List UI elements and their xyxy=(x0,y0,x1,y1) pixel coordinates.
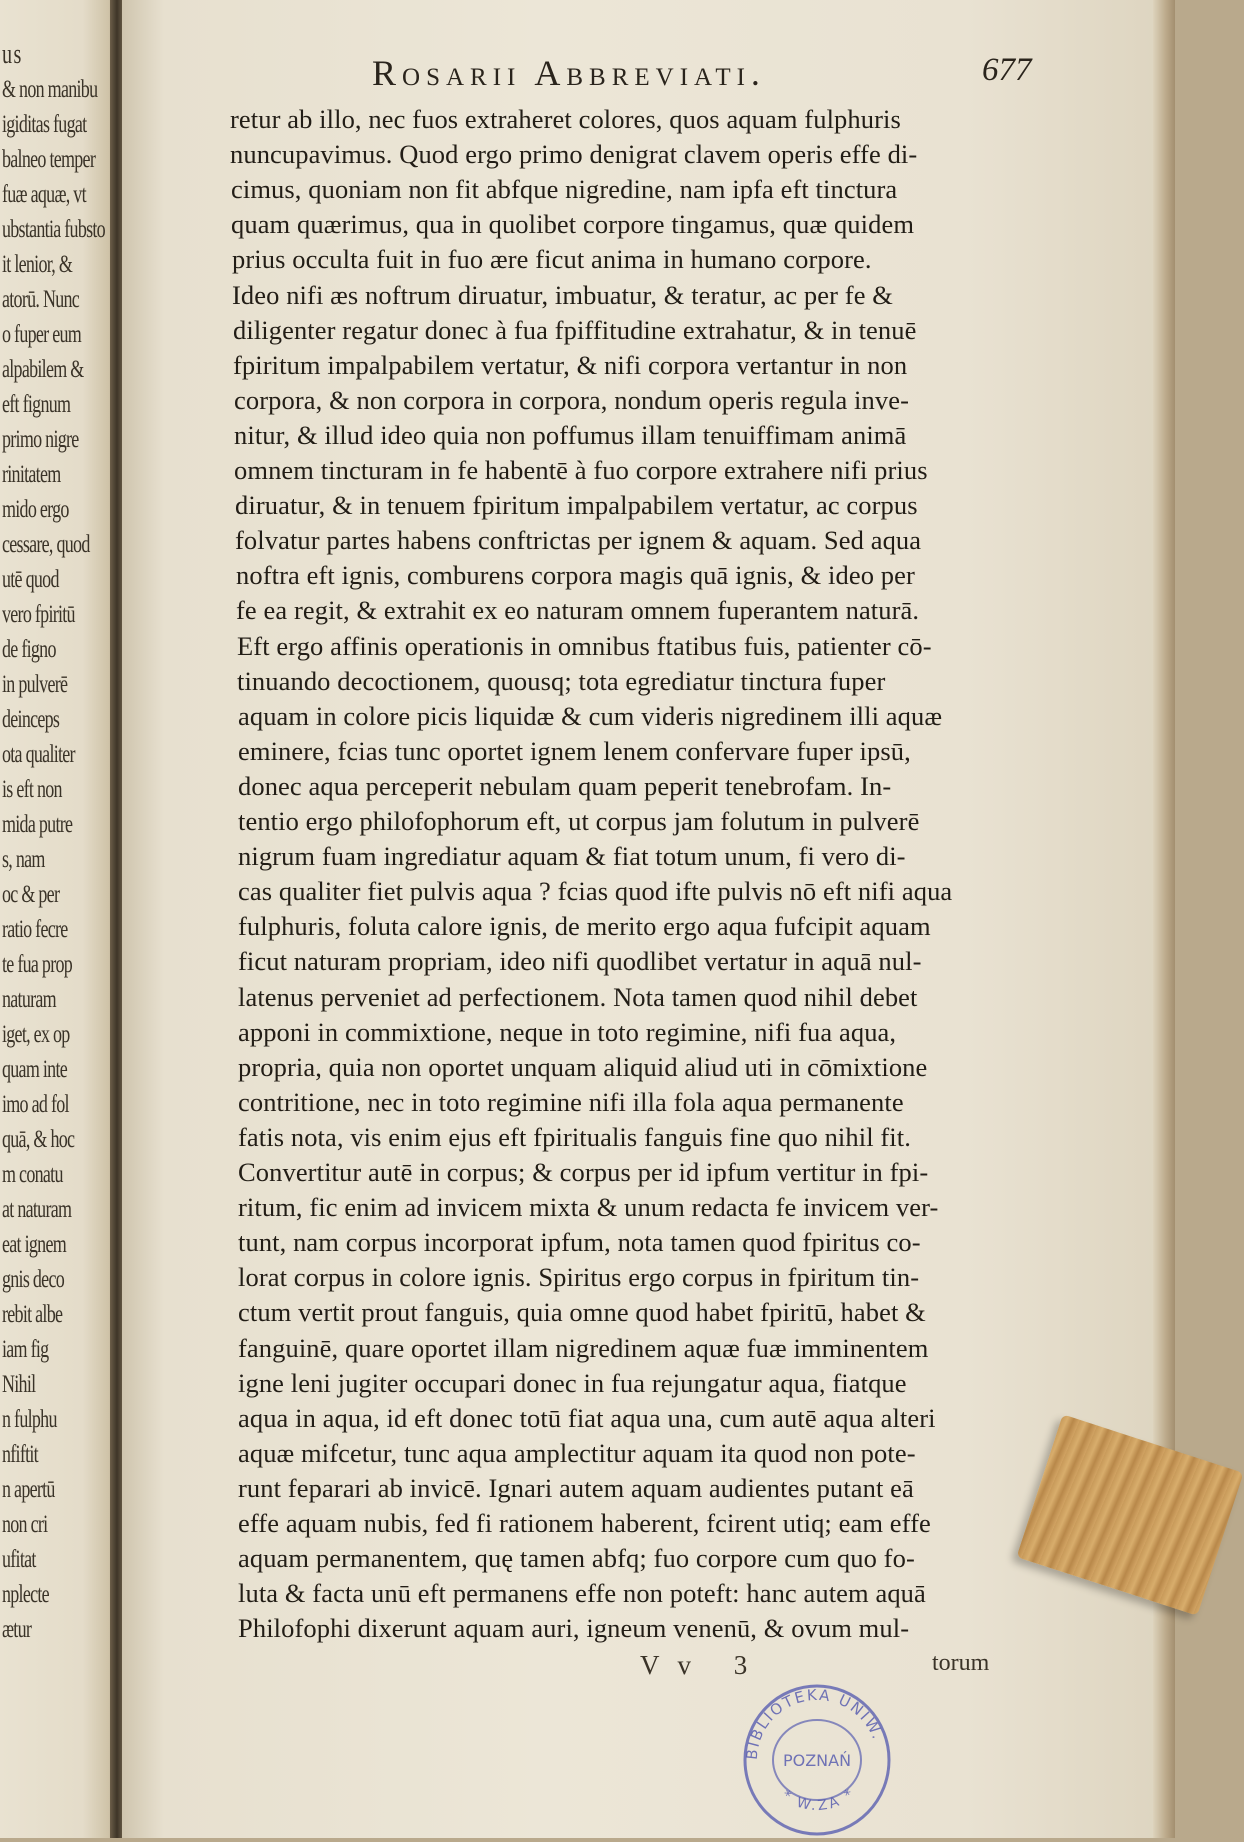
body-line: cas qualiter fiet pulvis aqua ? fcias quod ifte pulvis nō eft nifi aqua xyxy=(238,876,953,907)
left-page-line: eft fignum xyxy=(2,391,71,418)
body-line: cimus, quoniam non fit abfque nigredine, nam ipfa eft tinctura xyxy=(231,174,898,205)
body-line: aqua in aqua, id eft donec totū fiat aqua una, cum autē aqua alteri xyxy=(238,1402,936,1433)
left-page-line: mida putre xyxy=(2,811,73,838)
left-page-line: it lenior, & xyxy=(2,251,73,278)
left-page-line: n apertū xyxy=(2,1476,55,1503)
left-page-line: mido ergo xyxy=(2,496,69,523)
left-page-line: balneo temper xyxy=(2,146,96,173)
left-page-line: nfiftit xyxy=(2,1441,38,1468)
body-line: ritum, fic enim ad invicem mixta & unum redacta fe invicem ver- xyxy=(238,1192,939,1223)
body-line: diligenter regatur donec à fua fpiffitudine extrahatur, & in tenuē xyxy=(233,314,917,345)
main-page xyxy=(122,0,1175,1838)
body-line: igne leni jugiter occupari donec in fua rejungatur aqua, fiatque xyxy=(238,1367,907,1398)
left-page-line: ubstantia fubsto xyxy=(2,216,105,243)
body-line: tentio ergo philofophorum eft, ut corpus jam folutum in pulverē xyxy=(238,806,920,836)
left-page-line: & non manibu xyxy=(2,76,98,103)
left-page-line: ætur xyxy=(2,1616,32,1643)
body-line: noftra eft ignis, comburens corpora magis quā ignis, & ideo per xyxy=(236,560,915,591)
left-page-line: imo ad fol xyxy=(2,1091,69,1118)
left-page-line: s, nam xyxy=(2,846,45,873)
body-line: diruatur, & in tenuem fpiritum impalpabilem vertatur, ac corpus xyxy=(235,490,918,521)
left-page-line: us xyxy=(2,39,23,70)
svg-text:BIBLIOTEKA UNIW. xyxy=(743,1686,887,1761)
body-line: fe ea regit, & extrahit ex eo naturam omnem fuperantem naturā. xyxy=(236,595,920,626)
body-line: aquam in colore picis liquidæ & cum videris nigredinem illi aquæ xyxy=(238,700,943,731)
body-line: quam quærimus, qua in quolibet corpore tingamus, quæ quidem xyxy=(231,209,915,240)
left-page-line: vero fpiritū xyxy=(2,601,75,628)
left-facing-page xyxy=(0,0,118,1838)
body-line: Convertitur autē in corpus; & corpus per id ipfum vertitur in fpi- xyxy=(238,1157,929,1187)
left-page-line: quā, & hoc xyxy=(2,1126,75,1153)
body-line: prius occulta fuit in fuo ære ficut anima in humano corpore. xyxy=(232,244,872,275)
left-page-line: deinceps xyxy=(2,706,60,733)
body-line: apponi in commixtione, neque in toto regimine, nifi fua aqua, xyxy=(238,1016,897,1047)
body-line: tunt, nam corpus incorporat ipfum, nota tamen quod fpiritus co- xyxy=(238,1227,921,1258)
body-line: propria, quia non oportet unquam aliquid aliud uti in cōmixtione xyxy=(238,1051,928,1082)
catchword: torum xyxy=(932,1650,990,1676)
body-line: eminere, fcias tunc oportet ignem lenem confervare fuper ipsū, xyxy=(238,735,911,766)
running-title: Rosarii Abbreviati. xyxy=(372,53,766,93)
body-line: folvatur partes habens conftrictas per ignem & aquam. Sed aqua xyxy=(235,525,922,556)
left-page-line: alpabilem & xyxy=(2,356,84,383)
left-page-line: iget, ex op xyxy=(2,1021,70,1048)
body-line: fanguinē, quare oportet illam nigredinem aquæ fuæ imminentem xyxy=(238,1332,929,1363)
left-page-line: oc & per xyxy=(2,881,60,908)
body-line: nuncupavimus. Quod ergo primo denigrat clavem operis effe di- xyxy=(230,139,918,170)
body-line: effe aquam nubis, fed fi rationem haberent, fcirent utiq; eam effe xyxy=(238,1508,931,1538)
body-line: corpora, & non corpora in corpora, nondum operis regula inve- xyxy=(234,384,910,415)
body-line: latenus perveniet ad perfectionem. Nota tamen quod nihil debet xyxy=(238,981,918,1012)
left-page-line: te fua prop xyxy=(2,951,73,978)
library-stamp xyxy=(732,1672,902,1842)
left-page-line: naturam xyxy=(2,986,56,1013)
body-line: donec aqua perceperit nebulam quam peperit tenebrofam. In- xyxy=(238,770,892,801)
left-page-line: rinitatem xyxy=(2,461,61,488)
body-line: tinuando decoctionem, quousq; tota egrediatur tinctura fuper xyxy=(237,665,886,696)
left-page-line: primo nigre xyxy=(2,426,79,453)
body-line: ctum vertit prout fanguis, quia omne quod habet fpiritū, habet & xyxy=(238,1297,926,1328)
left-page-line: n fulphu xyxy=(2,1406,57,1433)
running-header xyxy=(372,52,1132,102)
left-page-line: utē quod xyxy=(2,566,59,593)
left-page-line: m conatu xyxy=(2,1161,63,1188)
left-page-line: ufitat xyxy=(2,1546,36,1573)
body-line: fpiritum impalpabilem vertatur, & nifi corpora vertantur in non xyxy=(233,349,908,380)
left-page-line: de figno xyxy=(2,636,56,663)
body-line: nigrum fuam ingrediatur aquam & fiat totum unum, fi vero di- xyxy=(238,841,906,872)
left-page-line: iam fig xyxy=(2,1336,49,1363)
left-page-line: ratio fecre xyxy=(2,916,68,943)
body-line: luta & facta unū eft permanens effe non poteft: hanc autem aquā xyxy=(238,1578,926,1609)
left-page-line: Nihil xyxy=(2,1371,36,1398)
left-page-line: eat ignem xyxy=(2,1231,67,1258)
body-line: Ideo nifi æs noftrum diruatur, imbuatur, & teratur, ac per fe & xyxy=(232,279,893,310)
left-page-line: is eft non xyxy=(2,776,62,803)
left-page-line: quam inte xyxy=(2,1056,68,1083)
signature-mark: Vv 3 xyxy=(640,1650,766,1680)
body-line: runt feparari ab invicē. Ignari autem aquam audientes putant eā xyxy=(238,1472,914,1503)
body-line: Eft ergo affinis operationis in omnibus ftatibus fuis, patienter cō- xyxy=(237,630,932,661)
body-line: nitur, & illud ideo quia non poffumus illam tenuiffimam animā xyxy=(234,419,907,450)
left-page-line: cessare, quod xyxy=(2,531,90,558)
left-page-line: igiditas fugat xyxy=(2,111,87,138)
left-page-line: at naturam xyxy=(2,1196,72,1223)
left-page-line: ota qualiter xyxy=(2,741,75,768)
body-line: contritione, nec in toto regimine nifi illa fola aqua permanente xyxy=(238,1086,904,1117)
body-line: fulphuris, foluta calore ignis, de merito ergo aqua fufcipit aquam xyxy=(238,911,931,942)
body-line: lorat corpus in colore ignis. Spiritus ergo corpus in fpiritum tin- xyxy=(238,1262,920,1293)
body-line: aquam permanentem, quę tamen abfq; fuo corpore cum quo fo- xyxy=(238,1543,915,1574)
body-line: retur ab illo, nec fuos extraheret colores, quos aquam fulphuris xyxy=(230,104,901,134)
body-line: Philofophi dixerunt aquam auri, igneum venenū, & ovum mul- xyxy=(238,1613,910,1644)
stamp-top-text: BIBLIOTEKA UNIW. xyxy=(742,1685,888,1761)
body-line: fatis nota, vis enim ejus eft fpiritualis fanguis fine quo nihil fit. xyxy=(238,1121,911,1152)
left-page-line: in pulverē xyxy=(2,671,68,698)
left-page-line: o fuper eum xyxy=(2,321,82,348)
stamp-city-text: POZNAŃ xyxy=(782,1751,852,1770)
left-page-line: rebit albe xyxy=(2,1301,63,1328)
left-page-line: atorū. Nunc xyxy=(2,286,80,313)
left-page-line: gnis deco xyxy=(2,1266,65,1293)
left-page-line: nplecte xyxy=(2,1581,49,1608)
stamp-bottom-text: * W.ZA * xyxy=(778,1784,860,1815)
page-number: 677 xyxy=(982,52,1032,88)
body-line: aquæ mifcetur, tunc aqua amplectitur aquam ita quod non pote- xyxy=(238,1437,916,1468)
left-page-line: non cri xyxy=(2,1511,48,1538)
body-line: ficut naturam propriam, ideo nifi quodlibet vertatur in aquā nul- xyxy=(238,946,922,977)
left-page-line: fuæ aquæ, vt xyxy=(2,181,86,208)
body-line: omnem tincturam in fe habentē à fuo corpore extrahere nifi prius xyxy=(234,455,928,485)
svg-text:* W.ZA * xyxy=(779,1785,860,1815)
